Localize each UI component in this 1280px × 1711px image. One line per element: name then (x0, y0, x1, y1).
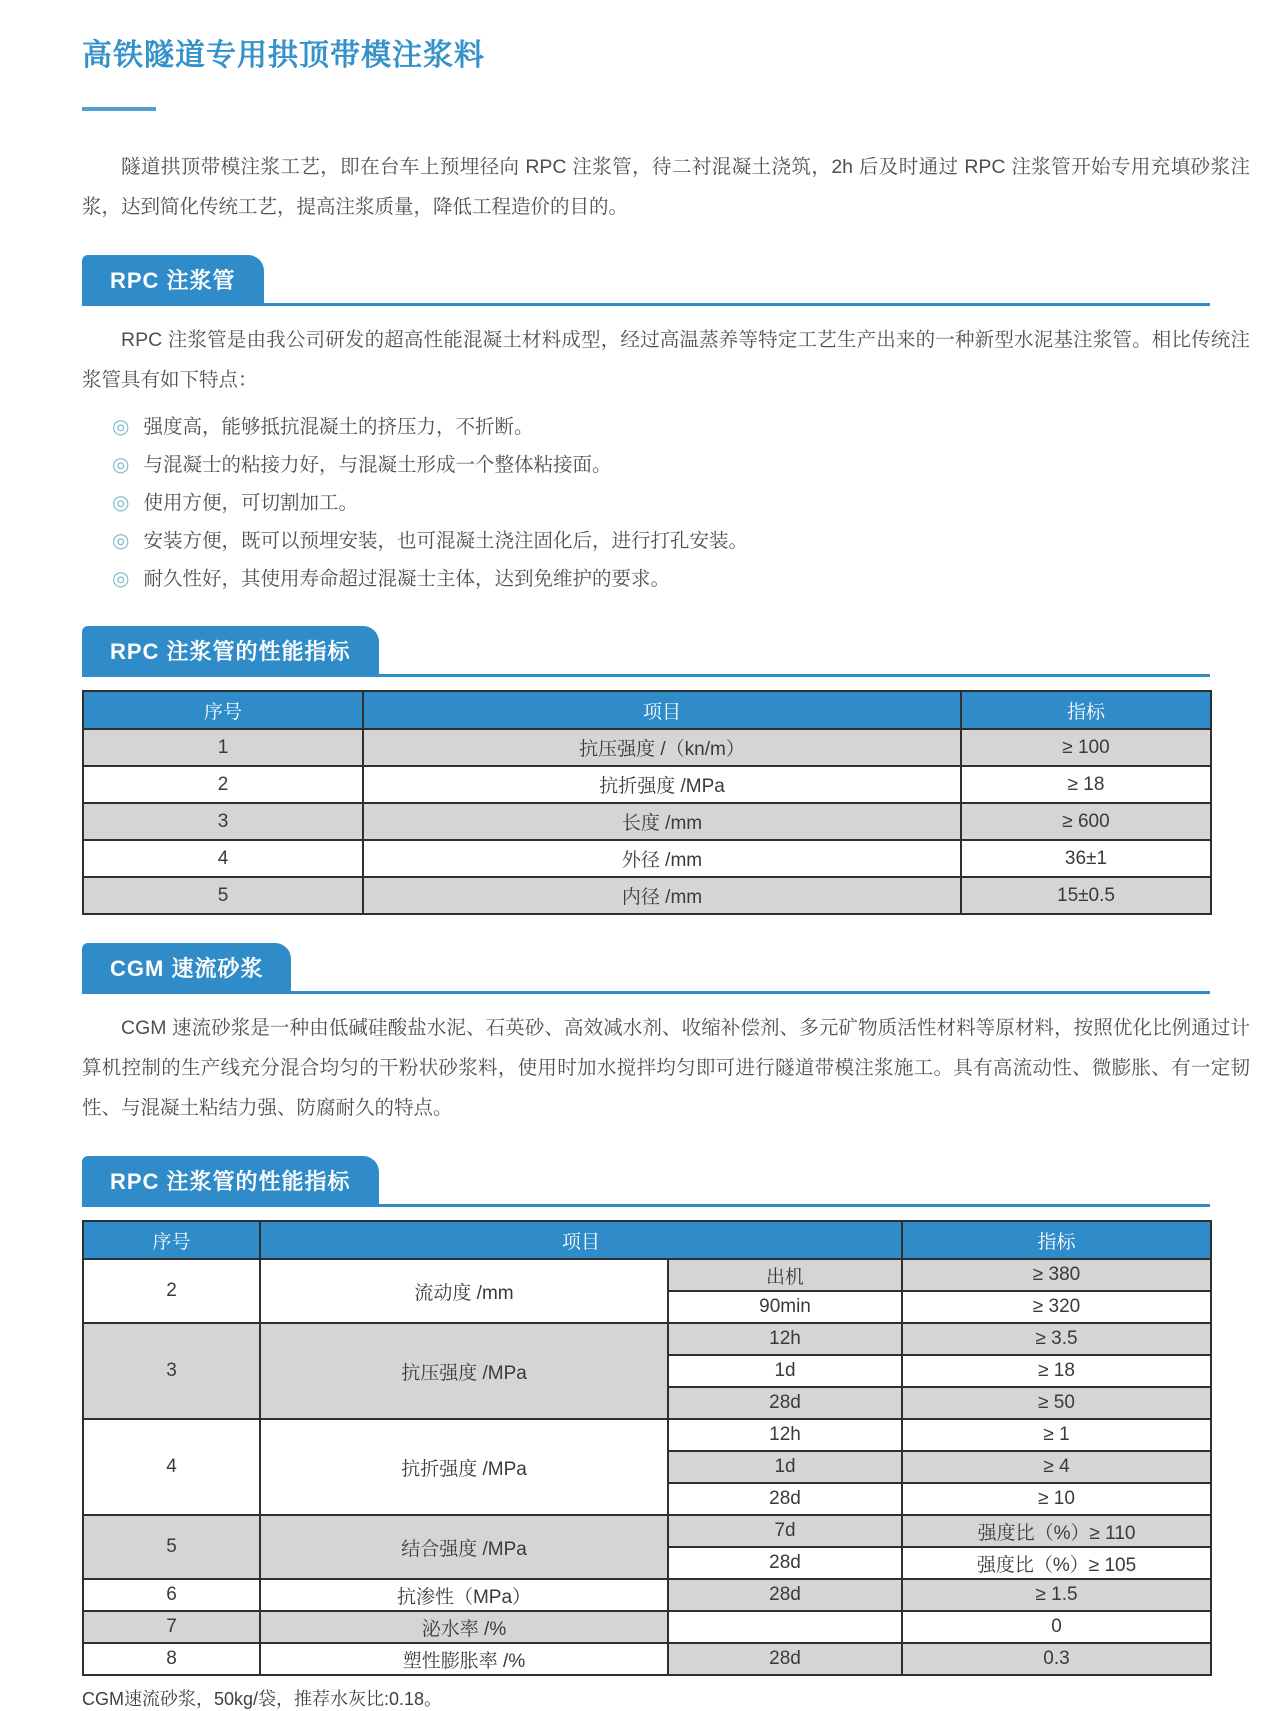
table-header-row (83, 691, 1211, 729)
item-cell: 泌水率 /% (260, 1611, 668, 1643)
condition-cell: 1d (668, 1355, 902, 1387)
seq-cell: 7 (83, 1611, 260, 1643)
value-cell: ≥ 1 (902, 1419, 1211, 1451)
table-row (83, 1515, 1211, 1547)
title-underline (82, 107, 156, 111)
value-cell: ≥ 4 (902, 1451, 1211, 1483)
intro-paragraph: 隧道拱顶带模注浆工艺，即在台车上预埋径向 RPC 注浆管，待二衬混凝土浇筑，2h 后及时通过 RPC 注浆管开始专用充填砂浆注浆，达到简化传统工艺，提高注浆质量，降低工程造价的目的。 (82, 156, 1250, 218)
table-row (83, 1611, 1211, 1643)
feature-item (112, 484, 1250, 522)
table-row (83, 840, 1211, 877)
condition-cell: 1d (668, 1451, 902, 1483)
seq-cell: 2 (83, 766, 363, 803)
condition-cell: 28d (668, 1579, 902, 1611)
table-row (83, 1643, 1211, 1675)
item-cell: 结合强度 /MPa (260, 1515, 668, 1579)
cgm-table-badge-row (82, 1156, 1210, 1207)
value-cell: 0 (902, 1611, 1211, 1643)
value-cell: ≥ 50 (902, 1387, 1211, 1419)
value-cell: 36±1 (961, 840, 1211, 877)
item-cell: 抗折强度 /MPa (260, 1419, 668, 1515)
value-cell: ≥ 10 (902, 1483, 1211, 1515)
item-cell: 抗渗性（MPa） (260, 1579, 668, 1611)
footer-note: CGM速流砂浆，50kg/袋，推荐水灰比:0.18。 (82, 1689, 443, 1709)
feature-text: 使用方便，可切割加工。 (143, 492, 358, 514)
value-cell: ≥ 1.5 (902, 1579, 1211, 1611)
condition-cell: 90min (668, 1291, 902, 1323)
seq-cell: 5 (83, 877, 363, 914)
cgm-table-badge: RPC 注浆管的性能指标 (82, 1156, 379, 1204)
condition-cell: 12h (668, 1419, 902, 1451)
table-header-row (83, 1221, 1211, 1259)
seq-cell: 3 (83, 803, 363, 840)
feature-item (112, 522, 1250, 560)
feature-item (112, 446, 1250, 484)
condition-cell: 7d (668, 1515, 902, 1547)
table-row (83, 1579, 1211, 1611)
feature-text: 耐久性好，其使用寿命超过混凝士主体，达到免维护的要求。 (143, 568, 670, 590)
value-cell: ≥ 18 (961, 766, 1211, 803)
value-cell: ≥ 100 (961, 729, 1211, 766)
seq-cell: 4 (83, 840, 363, 877)
value-cell: ≥ 600 (961, 803, 1211, 840)
rpc-pipe-paragraph: RPC 注浆管是由我公司研发的超高性能混凝土材料成型，经过高温蒸养等特定工艺生产出来的一种新型水泥基注浆管。相比传统注浆管具有如下特点： (82, 329, 1250, 391)
condition-cell: 出机 (668, 1259, 902, 1291)
col-header-seq: 序号 (83, 1221, 260, 1259)
col-header-index: 指标 (902, 1221, 1211, 1259)
value-cell: 15±0.5 (961, 877, 1211, 914)
condition-cell: 12h (668, 1323, 902, 1355)
feature-text: 强度高，能够抵抗混凝土的挤压力，不折断。 (143, 416, 534, 438)
feature-item (112, 408, 1250, 446)
condition-cell: 28d (668, 1643, 902, 1675)
cgm-badge-row (82, 943, 1210, 994)
table-row (83, 766, 1211, 803)
rpc-pipe-badge: RPC 注浆管 (82, 255, 264, 303)
item-cell: 流动度 /mm (260, 1259, 668, 1323)
table-row (83, 1323, 1211, 1355)
item-cell: 抗折强度 /MPa (363, 766, 961, 803)
item-cell: 外径 /mm (363, 840, 961, 877)
feature-item (112, 560, 1250, 598)
cgm-paragraph: CGM 速流砂浆是一种由低碱硅酸盐水泥、石英砂、高效减水剂、收缩补偿剂、多元矿物质活性材料等原材料，按照优化比例通过计算机控制的生产线充分混合均匀的干粉状砂浆料，使用时加水搅拌均匀即可进行隧道带模注浆施工。具有高流动性、微膨胀、有一定韧性、与混凝土粘结力强、防腐耐久的特点。 (82, 1017, 1250, 1119)
seq-cell: 1 (83, 729, 363, 766)
rpc-performance-table (82, 690, 1212, 915)
value-cell: ≥ 380 (902, 1259, 1211, 1291)
value-cell: 强度比（%）≥ 105 (902, 1547, 1211, 1579)
table-row (83, 803, 1211, 840)
rpc-pipe-badge-row (82, 255, 1210, 306)
seq-cell: 3 (83, 1323, 260, 1419)
bullseye-bullet-icon: ◎ (112, 454, 130, 476)
cgm-performance-table (82, 1220, 1212, 1676)
item-cell: 塑性膨胀率 /% (260, 1643, 668, 1675)
bullseye-bullet-icon: ◎ (112, 530, 130, 552)
seq-cell: 6 (83, 1579, 260, 1611)
item-cell: 抗压强度 /（kn/m） (363, 729, 961, 766)
condition-cell: 28d (668, 1483, 902, 1515)
value-cell: 0.3 (902, 1643, 1211, 1675)
condition-cell: 28d (668, 1387, 902, 1419)
value-cell: ≥ 3.5 (902, 1323, 1211, 1355)
seq-cell: 5 (83, 1515, 260, 1579)
table-row (83, 877, 1211, 914)
item-cell: 长度 /mm (363, 803, 961, 840)
rpc-table-badge-row (82, 626, 1210, 677)
rpc-feature-list (112, 408, 1250, 598)
feature-text: 安装方便，既可以预埋安装，也可混凝土浇注固化后，进行打孔安装。 (143, 530, 748, 552)
item-cell: 抗压强度 /MPa (260, 1323, 668, 1419)
value-cell: ≥ 320 (902, 1291, 1211, 1323)
seq-cell: 8 (83, 1643, 260, 1675)
bullseye-bullet-icon: ◎ (112, 568, 130, 590)
item-cell: 内径 /mm (363, 877, 961, 914)
col-header-item: 项目 (363, 691, 961, 729)
condition-cell (668, 1611, 902, 1643)
cgm-badge: CGM 速流砂浆 (82, 943, 291, 991)
value-cell: ≥ 18 (902, 1355, 1211, 1387)
seq-cell: 4 (83, 1419, 260, 1515)
table-row (83, 729, 1211, 766)
col-header-index: 指标 (961, 691, 1211, 729)
page-title: 高铁隧道专用拱顶带模注浆料 (82, 39, 485, 72)
seq-cell: 2 (83, 1259, 260, 1323)
table-row (83, 1259, 1211, 1291)
value-cell: 强度比（%）≥ 110 (902, 1515, 1211, 1547)
feature-text: 与混凝士的粘接力好，与混凝土形成一个整体粘接面。 (143, 454, 612, 476)
table-row (83, 1419, 1211, 1451)
rpc-table-badge: RPC 注浆管的性能指标 (82, 626, 379, 674)
col-header-item: 项目 (260, 1221, 902, 1259)
col-header-seq: 序号 (83, 691, 363, 729)
bullseye-bullet-icon: ◎ (112, 492, 130, 514)
bullseye-bullet-icon: ◎ (112, 416, 130, 438)
condition-cell: 28d (668, 1547, 902, 1579)
